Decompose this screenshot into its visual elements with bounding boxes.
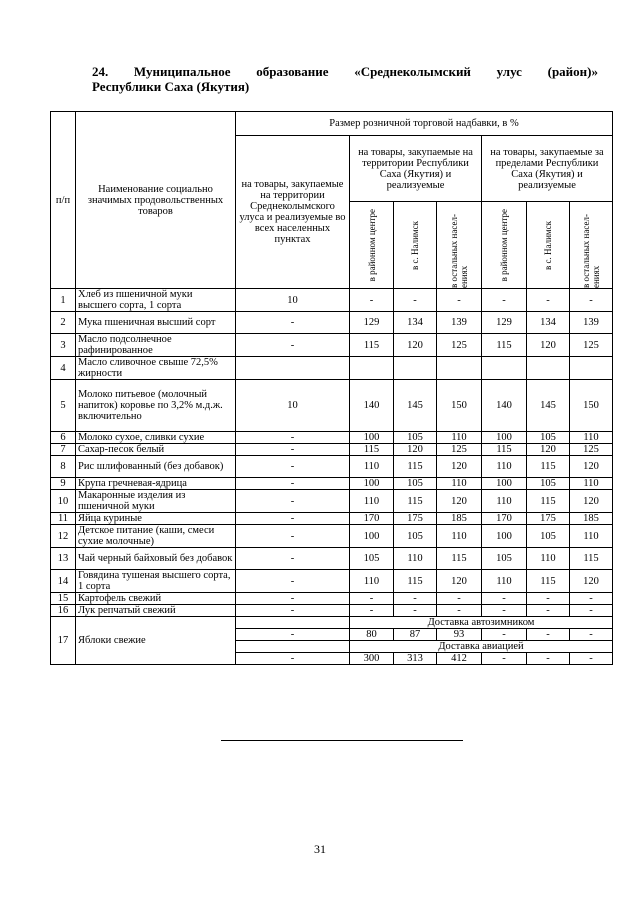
header-sub-col: в районном центре bbox=[482, 202, 527, 289]
markup-value: 115 bbox=[394, 490, 437, 513]
markup-value: 115 bbox=[394, 570, 437, 593]
markup-value: 129 bbox=[350, 312, 394, 334]
markup-value: 115 bbox=[437, 548, 482, 570]
markup-value: 87 bbox=[394, 629, 437, 641]
table-row bbox=[51, 444, 613, 456]
markup-value: 115 bbox=[482, 334, 527, 357]
markup-value: - bbox=[236, 548, 350, 570]
markup-value: 120 bbox=[394, 444, 437, 456]
markup-value: - bbox=[236, 570, 350, 593]
markup-value: 105 bbox=[527, 525, 570, 548]
markup-value: - bbox=[236, 513, 350, 525]
heading-word: Муниципальное bbox=[133, 64, 231, 79]
page-number: 31 bbox=[314, 842, 326, 856]
markup-value: 105 bbox=[527, 478, 570, 490]
markup-value: 110 bbox=[482, 490, 527, 513]
product-name: Лук репчатый свежий bbox=[76, 605, 236, 617]
markup-value: 110 bbox=[570, 432, 613, 444]
heading-word: улус bbox=[496, 64, 522, 79]
markup-value: - bbox=[236, 490, 350, 513]
row-number: 2 bbox=[51, 312, 76, 334]
markup-value bbox=[527, 357, 570, 380]
markup-value: 120 bbox=[570, 490, 613, 513]
table-row bbox=[51, 525, 613, 548]
header-sub-col: в с. Налимск bbox=[527, 202, 570, 289]
product-name: Молоко питьевое (молочный напиток) коровье по 3,2% м.д.ж. включительно bbox=[76, 380, 236, 432]
markup-value: - bbox=[236, 653, 350, 665]
row-number: 4 bbox=[51, 357, 76, 380]
markup-value: 170 bbox=[350, 513, 394, 525]
header-sub-col: в остальных населениях bbox=[437, 202, 482, 289]
markup-value: 150 bbox=[437, 380, 482, 432]
table-row bbox=[51, 570, 613, 593]
markup-value bbox=[482, 357, 527, 380]
markup-value: 110 bbox=[437, 478, 482, 490]
markup-value: - bbox=[527, 605, 570, 617]
markup-value: 115 bbox=[394, 456, 437, 478]
markup-value bbox=[350, 357, 394, 380]
header-group-all: на товары, закупаемые на территории Среднеколымского улуса и реализуемые во всех населенных пунктах bbox=[236, 136, 350, 289]
markup-value: - bbox=[437, 289, 482, 312]
product-name: Крупа гречневая-ядрица bbox=[76, 478, 236, 490]
markup-value: 300 bbox=[350, 653, 394, 665]
markup-value bbox=[394, 357, 437, 380]
markup-value: 110 bbox=[350, 456, 394, 478]
markup-value: - bbox=[350, 289, 394, 312]
table-row bbox=[51, 380, 613, 432]
empty-cell bbox=[236, 641, 350, 653]
markup-value: 120 bbox=[570, 456, 613, 478]
footnote-separator bbox=[221, 740, 463, 741]
markup-value: 412 bbox=[437, 653, 482, 665]
markup-value: 105 bbox=[394, 432, 437, 444]
product-name: Детское питание (каши, смеси сухие молочные) bbox=[76, 525, 236, 548]
markup-value: - bbox=[482, 289, 527, 312]
markup-value: 100 bbox=[350, 525, 394, 548]
markup-value: 115 bbox=[527, 570, 570, 593]
markup-value: 105 bbox=[394, 525, 437, 548]
table-row bbox=[51, 456, 613, 478]
markup-value: 129 bbox=[482, 312, 527, 334]
markup-value: 110 bbox=[350, 490, 394, 513]
markup-value: - bbox=[350, 593, 394, 605]
markup-value: - bbox=[437, 593, 482, 605]
heading-line-1 bbox=[92, 64, 598, 79]
table-row bbox=[51, 334, 613, 357]
markup-value: - bbox=[350, 605, 394, 617]
markup-value: - bbox=[570, 629, 613, 641]
table-row bbox=[51, 432, 613, 444]
heading-word: «Среднеколымский bbox=[354, 64, 471, 79]
markup-value: 110 bbox=[482, 456, 527, 478]
product-name: Масло сливочное свыше 72,5% жирности bbox=[76, 357, 236, 380]
row-number: 7 bbox=[51, 444, 76, 456]
markup-value: 110 bbox=[570, 478, 613, 490]
markup-value: 110 bbox=[437, 432, 482, 444]
markup-value: - bbox=[482, 653, 527, 665]
markup-value: 115 bbox=[527, 456, 570, 478]
markup-value: 115 bbox=[482, 444, 527, 456]
product-name: Чай черный байховый без добавок bbox=[76, 548, 236, 570]
table-row bbox=[51, 357, 613, 380]
markup-value: 120 bbox=[570, 570, 613, 593]
header-sub-col: в остальных населениях bbox=[570, 202, 613, 289]
markup-value: 110 bbox=[437, 525, 482, 548]
markup-table bbox=[50, 111, 613, 665]
markup-value: 105 bbox=[482, 548, 527, 570]
markup-value bbox=[570, 357, 613, 380]
markup-value: 120 bbox=[437, 456, 482, 478]
row-number: 9 bbox=[51, 478, 76, 490]
markup-value: 105 bbox=[350, 548, 394, 570]
row-number: 5 bbox=[51, 380, 76, 432]
markup-value: - bbox=[236, 629, 350, 641]
product-name: Говядина тушеная высшего сорта, 1 сорта bbox=[76, 570, 236, 593]
markup-value: - bbox=[394, 593, 437, 605]
row-number: 17 bbox=[51, 617, 76, 665]
markup-value: - bbox=[570, 605, 613, 617]
markup-value: 125 bbox=[437, 444, 482, 456]
markup-value: 134 bbox=[527, 312, 570, 334]
heading-line-2: Республики Саха (Якутия) bbox=[92, 79, 250, 94]
markup-value: - bbox=[570, 289, 613, 312]
table-row bbox=[51, 617, 613, 629]
markup-value: - bbox=[236, 478, 350, 490]
markup-value: 140 bbox=[482, 380, 527, 432]
markup-value: 145 bbox=[394, 380, 437, 432]
row-number: 14 bbox=[51, 570, 76, 593]
header-sub-col: в с. Налимск bbox=[394, 202, 437, 289]
markup-value: 115 bbox=[350, 334, 394, 357]
markup-value: - bbox=[236, 525, 350, 548]
markup-value: 120 bbox=[437, 570, 482, 593]
markup-value: 100 bbox=[350, 432, 394, 444]
header-name: Наименование социально значимых продовольственных товаров bbox=[76, 112, 236, 289]
row-number: 16 bbox=[51, 605, 76, 617]
markup-value: - bbox=[570, 653, 613, 665]
markup-value: - bbox=[394, 289, 437, 312]
markup-value: - bbox=[482, 605, 527, 617]
product-name: Молоко сухое, сливки сухие bbox=[76, 432, 236, 444]
markup-value: 170 bbox=[482, 513, 527, 525]
markup-value: 115 bbox=[570, 548, 613, 570]
markup-value: - bbox=[236, 312, 350, 334]
table-row bbox=[51, 478, 613, 490]
table-body bbox=[51, 289, 613, 665]
header-sub-col: в районном центре bbox=[350, 202, 394, 289]
markup-value: - bbox=[236, 605, 350, 617]
table-row bbox=[51, 513, 613, 525]
markup-value: 100 bbox=[350, 478, 394, 490]
markup-value: 120 bbox=[394, 334, 437, 357]
product-name: Яблоки свежие bbox=[76, 617, 236, 665]
markup-value: 125 bbox=[437, 334, 482, 357]
product-name: Хлеб из пшеничной муки высшего сорта, 1 сорта bbox=[76, 289, 236, 312]
markup-value: - bbox=[236, 432, 350, 444]
header-markup: Размер розничной торговой надбавки, в % bbox=[236, 112, 613, 136]
markup-value: 93 bbox=[437, 629, 482, 641]
row-number: 13 bbox=[51, 548, 76, 570]
markup-value: - bbox=[527, 653, 570, 665]
header-group-inside: на товары, закупаемые на территории Республики Саха (Якутия) и реализуемые bbox=[350, 136, 482, 202]
markup-value: 185 bbox=[437, 513, 482, 525]
row-number: 6 bbox=[51, 432, 76, 444]
markup-value: - bbox=[236, 334, 350, 357]
heading-word: (район)» bbox=[547, 64, 598, 79]
markup-value bbox=[437, 357, 482, 380]
markup-value: - bbox=[236, 593, 350, 605]
markup-value: - bbox=[236, 456, 350, 478]
markup-value: - bbox=[394, 605, 437, 617]
product-name: Мука пшеничная высший сорт bbox=[76, 312, 236, 334]
markup-value: - bbox=[527, 629, 570, 641]
markup-value: 120 bbox=[527, 444, 570, 456]
markup-value: 110 bbox=[394, 548, 437, 570]
markup-value: 175 bbox=[527, 513, 570, 525]
row-number: 8 bbox=[51, 456, 76, 478]
delivery-air-label: Доставка авиацией bbox=[350, 641, 613, 653]
markup-value: 80 bbox=[350, 629, 394, 641]
markup-value: - bbox=[570, 593, 613, 605]
markup-value: 10 bbox=[236, 380, 350, 432]
markup-value: 115 bbox=[350, 444, 394, 456]
row-number: 12 bbox=[51, 525, 76, 548]
row-number: 3 bbox=[51, 334, 76, 357]
markup-value: - bbox=[527, 593, 570, 605]
markup-value: 120 bbox=[527, 334, 570, 357]
table-row bbox=[51, 605, 613, 617]
heading-word: образование bbox=[256, 64, 329, 79]
product-name: Макаронные изделия из пшеничной муки bbox=[76, 490, 236, 513]
table-row bbox=[51, 490, 613, 513]
markup-value: - bbox=[482, 629, 527, 641]
empty-cell bbox=[236, 617, 350, 629]
row-number: 15 bbox=[51, 593, 76, 605]
markup-value: - bbox=[527, 289, 570, 312]
markup-value: 100 bbox=[482, 525, 527, 548]
row-number: 11 bbox=[51, 513, 76, 525]
markup-value: 185 bbox=[570, 513, 613, 525]
markup-value: 105 bbox=[394, 478, 437, 490]
markup-value: 150 bbox=[570, 380, 613, 432]
markup-value: - bbox=[236, 444, 350, 456]
row-number: 10 bbox=[51, 490, 76, 513]
markup-value: 105 bbox=[527, 432, 570, 444]
markup-value: - bbox=[437, 605, 482, 617]
table-row bbox=[51, 593, 613, 605]
table-row bbox=[51, 289, 613, 312]
markup-value: 110 bbox=[350, 570, 394, 593]
document-heading bbox=[92, 64, 598, 94]
markup-value: 10 bbox=[236, 289, 350, 312]
markup-value: 100 bbox=[482, 432, 527, 444]
markup-value: 134 bbox=[394, 312, 437, 334]
markup-value bbox=[236, 357, 350, 380]
markup-value: 175 bbox=[394, 513, 437, 525]
product-name: Рис шлифованный (без добавок) bbox=[76, 456, 236, 478]
delivery-road-label: Доставка автозимником bbox=[350, 617, 613, 629]
product-name: Сахар-песок белый bbox=[76, 444, 236, 456]
markup-value: 139 bbox=[437, 312, 482, 334]
row-number: 1 bbox=[51, 289, 76, 312]
markup-value: 125 bbox=[570, 444, 613, 456]
table-row bbox=[51, 312, 613, 334]
markup-value: 110 bbox=[482, 570, 527, 593]
markup-value: 125 bbox=[570, 334, 613, 357]
markup-value: 100 bbox=[482, 478, 527, 490]
markup-value: 313 bbox=[394, 653, 437, 665]
header-group-outside: на товары, закупаемые за пределами Республики Саха (Якутия) и реализуемые bbox=[482, 136, 613, 202]
markup-value: 145 bbox=[527, 380, 570, 432]
markup-value: 110 bbox=[527, 548, 570, 570]
markup-value: 120 bbox=[437, 490, 482, 513]
product-name: Масло подсолнечное рафинированное bbox=[76, 334, 236, 357]
heading-word: 24. bbox=[92, 64, 109, 79]
markup-value: 110 bbox=[570, 525, 613, 548]
table-row bbox=[51, 548, 613, 570]
header-num: п/п bbox=[51, 112, 76, 289]
product-name: Картофель свежий bbox=[76, 593, 236, 605]
markup-value: 139 bbox=[570, 312, 613, 334]
markup-value: 140 bbox=[350, 380, 394, 432]
markup-value: 115 bbox=[527, 490, 570, 513]
product-name: Яйца куриные bbox=[76, 513, 236, 525]
markup-value: - bbox=[482, 593, 527, 605]
